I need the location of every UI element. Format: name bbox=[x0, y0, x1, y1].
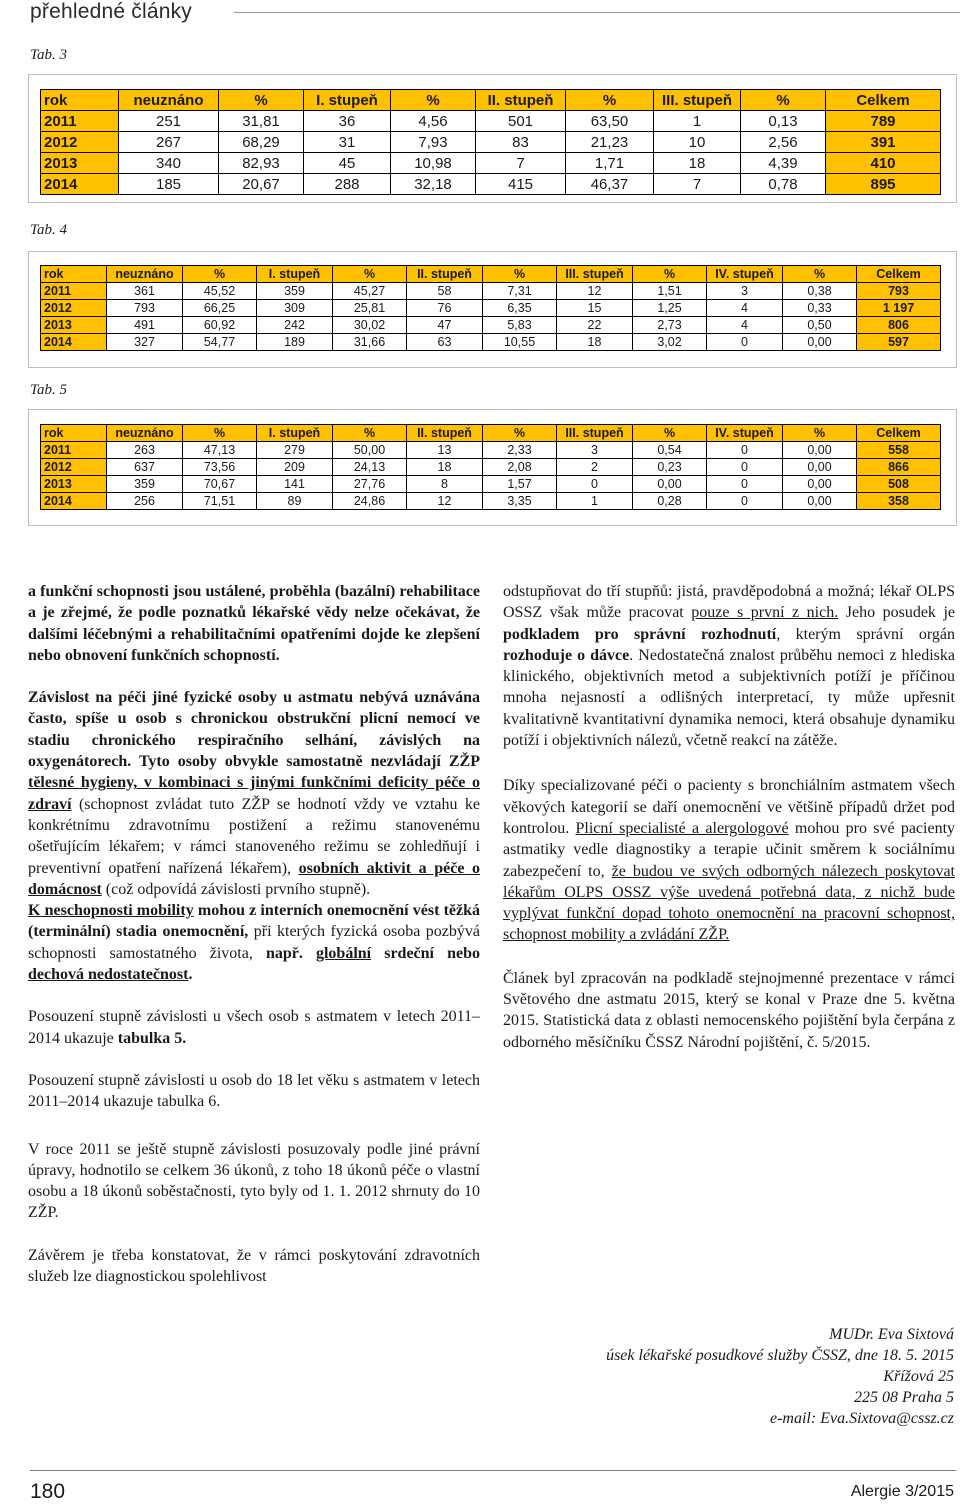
left-paragraph-6: V roce 2011 se ještě stupně závislosti posuzovaly podle jiné právní úpravy, hodnotilo se celkem 36 úkonů, z toho 18 úkonů péče o vlastní osobu a 18 úkonů soběstačnosti, tyto byly od 1. 1. 2012 shrnuty do 10 ZŽP. bbox=[28, 1140, 480, 1222]
column-header: rok bbox=[41, 425, 107, 442]
table-cell: 46,37 bbox=[566, 174, 654, 195]
table-cell: 60,92 bbox=[183, 317, 257, 334]
total-cell: 358 bbox=[857, 493, 941, 510]
table-row bbox=[41, 153, 941, 174]
table-cell: 0 bbox=[707, 334, 783, 351]
table-cell: 47,13 bbox=[183, 442, 257, 459]
table-cell: 68,29 bbox=[219, 132, 304, 153]
table-cell: 6,35 bbox=[483, 300, 557, 317]
table-header-row bbox=[41, 425, 941, 442]
table-cell: 15 bbox=[557, 300, 633, 317]
p2-end-text: (což odpovídá závislosti prvního stupně). bbox=[101, 880, 371, 898]
total-cell: 1 197 bbox=[857, 300, 941, 317]
column-header: rok bbox=[41, 90, 119, 111]
table-cell: 4,39 bbox=[741, 153, 826, 174]
page-header bbox=[0, 0, 960, 28]
table-row bbox=[41, 317, 941, 334]
table-cell: 63 bbox=[407, 334, 483, 351]
left-paragraph-1: a funkční schopnosti jsou ustálené, proběhla (bazální) rehabilitace a je zřejmé, že podle poznatků lékařské vědy nelze očekávat, že dalšími léčebnými a rehabilitačními opatřeními dojde ke zlepšení nebo obnovení funkčních schopností. bbox=[28, 583, 480, 664]
table-cell: 242 bbox=[257, 317, 333, 334]
year-cell: 2011 bbox=[41, 283, 107, 300]
column-header: % bbox=[633, 266, 707, 283]
total-cell: 793 bbox=[857, 283, 941, 300]
table-cell: 45 bbox=[304, 153, 391, 174]
p3-bold-2: např. bbox=[265, 944, 316, 962]
r1-text-d: . Nedostatečná znalost průběhu nemoci z hlediska klinického, objektivních metod a subjektivních potíží je příčinou mnoha nejasností a odlišných interpretací, ty může upřesnit kvalitativně kvantitativní dynamika nemoci, která obsahuje dynamiku potíží i objektivních nálezů, včetně reakcí na zátěže. bbox=[503, 646, 955, 750]
table-cell: 47 bbox=[407, 317, 483, 334]
table-row bbox=[41, 132, 941, 153]
left-paragraph-4 bbox=[28, 1006, 480, 1049]
table-cell: 0,00 bbox=[783, 334, 857, 351]
table-header-row bbox=[41, 266, 941, 283]
table-cell: 251 bbox=[119, 111, 219, 132]
table-cell: 12 bbox=[557, 283, 633, 300]
table-cell: 0,78 bbox=[741, 174, 826, 195]
section-title: přehledné články bbox=[30, 0, 192, 23]
table-cell: 263 bbox=[107, 442, 183, 459]
table-cell: 0,00 bbox=[783, 442, 857, 459]
table-cell: 30,02 bbox=[333, 317, 407, 334]
column-header: II. stupeň bbox=[476, 90, 566, 111]
table-cell: 0 bbox=[557, 476, 633, 493]
column-header: % bbox=[219, 90, 304, 111]
table-cell: 45,52 bbox=[183, 283, 257, 300]
table-cell: 2,08 bbox=[483, 459, 557, 476]
table-cell: 70,67 bbox=[183, 476, 257, 493]
table-cell: 209 bbox=[257, 459, 333, 476]
table-cell: 89 bbox=[257, 493, 333, 510]
year-cell: 2014 bbox=[41, 174, 119, 195]
table-cell: 2,73 bbox=[633, 317, 707, 334]
table-cell: 185 bbox=[119, 174, 219, 195]
table-cell: 76 bbox=[407, 300, 483, 317]
table-cell: 10 bbox=[654, 132, 741, 153]
year-cell: 2014 bbox=[41, 334, 107, 351]
p3-bold-3: srdeční nebo bbox=[371, 944, 480, 962]
table-cell: 4,56 bbox=[391, 111, 476, 132]
table-cell: 4 bbox=[707, 300, 783, 317]
table-cell: 0,54 bbox=[633, 442, 707, 459]
table-cell: 2,33 bbox=[483, 442, 557, 459]
column-header: % bbox=[483, 425, 557, 442]
p2-bold-text: Závislost na péči jiné fyzické osoby u astmatu nebývá uznávána často, spíše u osob s chronickou obstrukční plicní nemocí ve stadiu chronického respiračního selhání, závislých na oxygenátorech. Tyto osoby obvykle samostatně nezvládají ZŽP bbox=[28, 689, 480, 771]
table-cell: 25,81 bbox=[333, 300, 407, 317]
total-cell: 410 bbox=[826, 153, 941, 174]
table-cell: 50,00 bbox=[333, 442, 407, 459]
column-header: % bbox=[333, 425, 407, 442]
table-cell: 189 bbox=[257, 334, 333, 351]
table-cell: 83 bbox=[476, 132, 566, 153]
r1-text-a: odstupňovat do tří stupňů: jistá, pravděpodobná a možná; lékař OLPS OSSZ však může pracovat bbox=[503, 583, 955, 622]
table-cell: 45,27 bbox=[333, 283, 407, 300]
table-row bbox=[41, 493, 941, 510]
column-header: Celkem bbox=[826, 90, 941, 111]
table-cell: 12 bbox=[407, 493, 483, 510]
r2-text-a: Díky specializované péči o pacienty s bronchiálním astmatem všech věkových kategorií se daří onemocnění ve většině případů držet pod kontrolou. bbox=[503, 777, 955, 837]
column-header: rok bbox=[41, 266, 107, 283]
year-cell: 2011 bbox=[41, 442, 107, 459]
table-cell: 1 bbox=[557, 493, 633, 510]
table-cell: 0,00 bbox=[783, 459, 857, 476]
column-header: % bbox=[741, 90, 826, 111]
p4-text: Posouzení stupně závislosti u všech osob s astmatem v letech 2011–2014 ukazuje bbox=[28, 1008, 480, 1047]
table-5-label: Tab. 5 bbox=[30, 382, 67, 398]
table-cell: 793 bbox=[107, 300, 183, 317]
header-rule bbox=[234, 12, 960, 13]
table-cell: 20,67 bbox=[219, 174, 304, 195]
column-header: % bbox=[783, 425, 857, 442]
table-row bbox=[41, 459, 941, 476]
total-cell: 789 bbox=[826, 111, 941, 132]
p3-underline-1: K neschopnosti mobility bbox=[28, 902, 194, 920]
table-cell: 7 bbox=[476, 153, 566, 174]
year-cell: 2013 bbox=[41, 153, 119, 174]
column-header: I. stupeň bbox=[257, 425, 333, 442]
author-email: e-mail: Eva.Sixtova@cssz.cz bbox=[770, 1410, 954, 1427]
table-cell: 0,23 bbox=[633, 459, 707, 476]
author-signature bbox=[606, 1324, 954, 1429]
p2-underline-1: tělesné hygieny, v kombinaci s jinými funkčními deficity péče o zdraví bbox=[28, 774, 480, 813]
table-cell: 267 bbox=[119, 132, 219, 153]
year-cell: 2012 bbox=[41, 300, 107, 317]
r1-bold-1: podkladem pro správní rozhodnutí bbox=[503, 625, 777, 643]
table-4 bbox=[40, 265, 941, 351]
r1-text-b: Jeho posudek je bbox=[838, 604, 956, 622]
table-row bbox=[41, 476, 941, 493]
column-header: IV. stupeň bbox=[707, 425, 783, 442]
year-cell: 2011 bbox=[41, 111, 119, 132]
year-cell: 2012 bbox=[41, 132, 119, 153]
table-cell: 3,35 bbox=[483, 493, 557, 510]
table-cell: 2 bbox=[557, 459, 633, 476]
table-row bbox=[41, 111, 941, 132]
table-cell: 1 bbox=[654, 111, 741, 132]
table-cell: 24,86 bbox=[333, 493, 407, 510]
table-cell: 18 bbox=[557, 334, 633, 351]
table-cell: 501 bbox=[476, 111, 566, 132]
table-cell: 309 bbox=[257, 300, 333, 317]
table-cell: 288 bbox=[304, 174, 391, 195]
p2-underline-2: osobních aktivit a péče o domácnost bbox=[28, 859, 480, 898]
table-cell: 3 bbox=[707, 283, 783, 300]
left-paragraph-2 bbox=[28, 687, 480, 900]
table-cell: 7 bbox=[654, 174, 741, 195]
column-header: III. stupeň bbox=[557, 266, 633, 283]
total-cell: 508 bbox=[857, 476, 941, 493]
table-3-label: Tab. 3 bbox=[30, 47, 67, 63]
column-header: Celkem bbox=[857, 425, 941, 442]
table-cell: 0,38 bbox=[783, 283, 857, 300]
right-paragraph-3: Článek byl zpracován na podkladě stejnojmenné prezentace v rámci Světového dne astmatu 2015, který se konal v Praze dne 5. května 2015. Statistická data z oblasti nemocenského pojištění byla čerpána z odborného měsíčníku ČSSZ Národní pojištění, č. 5/2015. bbox=[503, 969, 955, 1051]
table-row bbox=[41, 174, 941, 195]
left-column bbox=[28, 581, 480, 1287]
column-header: % bbox=[483, 266, 557, 283]
footer-rule bbox=[30, 1470, 956, 1471]
table-cell: 359 bbox=[107, 476, 183, 493]
r2-underline-1: Plicní specialisté a alergologové bbox=[575, 819, 789, 837]
journal-name: Alergie 3/2015 bbox=[850, 1483, 954, 1500]
table-cell: 82,93 bbox=[219, 153, 304, 174]
table-cell: 7,31 bbox=[483, 283, 557, 300]
table-row bbox=[41, 283, 941, 300]
column-header: II. stupeň bbox=[407, 266, 483, 283]
r1-underline: pouze s první z nich. bbox=[691, 604, 839, 622]
author-name: MUDr. Eva Sixtová bbox=[829, 1326, 954, 1343]
column-header: III. stupeň bbox=[557, 425, 633, 442]
column-header: neuznáno bbox=[107, 425, 183, 442]
p2-middle-text: (schopnost zvládat tuto ZŽP se hodnotí vždy ve vztahu ke konkrétnímu zdravotnímu postižení a režimu stanovenému ošetřujícím lékařem; v rámci stanoveného režimu se zohledňují i preventivní opatření nařízená lékařem), bbox=[28, 795, 480, 877]
left-paragraph-5: Posouzení stupně závislosti u osob do 18 let věku s astmatem v letech 2011–2014 ukazuje tabulka 6. bbox=[28, 1071, 480, 1111]
total-cell: 391 bbox=[826, 132, 941, 153]
table-cell: 22 bbox=[557, 317, 633, 334]
table-row bbox=[41, 300, 941, 317]
column-header: IV. stupeň bbox=[707, 266, 783, 283]
table-4-label: Tab. 4 bbox=[30, 222, 67, 238]
table-cell: 340 bbox=[119, 153, 219, 174]
table-cell: 66,25 bbox=[183, 300, 257, 317]
column-header: % bbox=[183, 266, 257, 283]
column-header: III. stupeň bbox=[654, 90, 741, 111]
table-cell: 0,00 bbox=[783, 476, 857, 493]
table-cell: 0,28 bbox=[633, 493, 707, 510]
table-cell: 31,81 bbox=[219, 111, 304, 132]
right-column bbox=[503, 581, 955, 1053]
table-cell: 415 bbox=[476, 174, 566, 195]
p3-bold-4: . bbox=[188, 966, 193, 984]
table-cell: 637 bbox=[107, 459, 183, 476]
right-paragraph-1 bbox=[503, 581, 955, 751]
table-cell: 27,76 bbox=[333, 476, 407, 493]
column-header: % bbox=[183, 425, 257, 442]
table-cell: 0 bbox=[707, 476, 783, 493]
table-cell: 1,51 bbox=[633, 283, 707, 300]
table-cell: 0 bbox=[707, 442, 783, 459]
table-header-row bbox=[41, 90, 941, 111]
column-header: neuznáno bbox=[119, 90, 219, 111]
table-cell: 1,57 bbox=[483, 476, 557, 493]
column-header: I. stupeň bbox=[257, 266, 333, 283]
table-cell: 31 bbox=[304, 132, 391, 153]
table-cell: 71,51 bbox=[183, 493, 257, 510]
p3-normal-1: při kterých fyzická osoba pozbývá schopnosti samostatného života, bbox=[28, 923, 481, 962]
table-cell: 10,55 bbox=[483, 334, 557, 351]
table-cell: 1,71 bbox=[566, 153, 654, 174]
r1-text-c: , kterým správní orgán bbox=[776, 625, 956, 643]
year-cell: 2012 bbox=[41, 459, 107, 476]
table-cell: 31,66 bbox=[333, 334, 407, 351]
column-header: Celkem bbox=[857, 266, 941, 283]
table-row bbox=[41, 442, 941, 459]
p3-underline-3: dechová nedostatečnost bbox=[28, 966, 189, 984]
author-department: úsek lékařské posudkové služby ČSSZ, dne 18. 5. 2015 bbox=[606, 1347, 954, 1364]
table-cell: 10,98 bbox=[391, 153, 476, 174]
year-cell: 2013 bbox=[41, 476, 107, 493]
table-cell: 58 bbox=[407, 283, 483, 300]
total-cell: 806 bbox=[857, 317, 941, 334]
table-cell: 141 bbox=[257, 476, 333, 493]
r2-underline-2: že budou ve svých odborných nálezech poskytovat lékařům OLPS OSSZ výše uvedená potřebná data, z nichž bude vyplývat funkční dopad tohoto onemocnění na pracovní schopnost, schopnost mobility a zvládání ZŽP. bbox=[503, 862, 955, 944]
table-cell: 4 bbox=[707, 317, 783, 334]
p4-bold: tabulka 5. bbox=[117, 1029, 187, 1047]
p3-underline-2: globální bbox=[315, 944, 372, 962]
table-cell: 0,00 bbox=[783, 493, 857, 510]
table-cell: 36 bbox=[304, 111, 391, 132]
column-header: % bbox=[333, 266, 407, 283]
table-cell: 279 bbox=[257, 442, 333, 459]
right-paragraph-2 bbox=[503, 775, 955, 945]
table-cell: 491 bbox=[107, 317, 183, 334]
table-cell: 5,83 bbox=[483, 317, 557, 334]
column-header: % bbox=[566, 90, 654, 111]
page-number: 180 bbox=[30, 1480, 66, 1503]
table-cell: 18 bbox=[407, 459, 483, 476]
table-cell: 7,93 bbox=[391, 132, 476, 153]
table-cell: 1,25 bbox=[633, 300, 707, 317]
left-paragraph-3 bbox=[28, 900, 480, 985]
table-row bbox=[41, 334, 941, 351]
table-cell: 3,02 bbox=[633, 334, 707, 351]
column-header: % bbox=[633, 425, 707, 442]
table-cell: 21,23 bbox=[566, 132, 654, 153]
column-header: II. stupeň bbox=[407, 425, 483, 442]
total-cell: 597 bbox=[857, 334, 941, 351]
total-cell: 866 bbox=[857, 459, 941, 476]
column-header: neuznáno bbox=[107, 266, 183, 283]
table-cell: 0 bbox=[707, 493, 783, 510]
table-cell: 63,50 bbox=[566, 111, 654, 132]
table-cell: 256 bbox=[107, 493, 183, 510]
total-cell: 895 bbox=[826, 174, 941, 195]
column-header: % bbox=[391, 90, 476, 111]
table-cell: 0,33 bbox=[783, 300, 857, 317]
author-street: Křížová 25 bbox=[883, 1368, 954, 1385]
table-5 bbox=[40, 424, 941, 510]
table-cell: 359 bbox=[257, 283, 333, 300]
table-cell: 54,77 bbox=[183, 334, 257, 351]
table-cell: 3 bbox=[557, 442, 633, 459]
table-cell: 73,56 bbox=[183, 459, 257, 476]
table-cell: 2,56 bbox=[741, 132, 826, 153]
year-cell: 2014 bbox=[41, 493, 107, 510]
table-cell: 32,18 bbox=[391, 174, 476, 195]
p3-bold-1: mohou z interních onemocnění vést těžká (terminální) stadia onemocnění, bbox=[28, 902, 481, 941]
table-cell: 0,00 bbox=[633, 476, 707, 493]
r2-text-b: mohou pro své pacienty astmatiky vedle diagnostiky a terapie učinit směrem k sociálnímu zabezpečení to, bbox=[503, 819, 956, 880]
author-city: 225 08 Praha 5 bbox=[854, 1389, 954, 1406]
table-cell: 361 bbox=[107, 283, 183, 300]
column-header: % bbox=[783, 266, 857, 283]
left-paragraph-7: Závěrem je třeba konstatovat, že v rámci poskytování zdravotních služeb lze diagnostickou spolehlivost bbox=[28, 1246, 480, 1286]
table-cell: 18 bbox=[654, 153, 741, 174]
column-header: I. stupeň bbox=[304, 90, 391, 111]
table-cell: 0 bbox=[707, 459, 783, 476]
r1-bold-2: rozhoduje o dávce bbox=[503, 646, 630, 664]
table-cell: 13 bbox=[407, 442, 483, 459]
year-cell: 2013 bbox=[41, 317, 107, 334]
total-cell: 558 bbox=[857, 442, 941, 459]
table-cell: 0,13 bbox=[741, 111, 826, 132]
table-cell: 8 bbox=[407, 476, 483, 493]
table-cell: 327 bbox=[107, 334, 183, 351]
table-cell: 24,13 bbox=[333, 459, 407, 476]
table-3 bbox=[40, 89, 941, 195]
table-cell: 0,50 bbox=[783, 317, 857, 334]
